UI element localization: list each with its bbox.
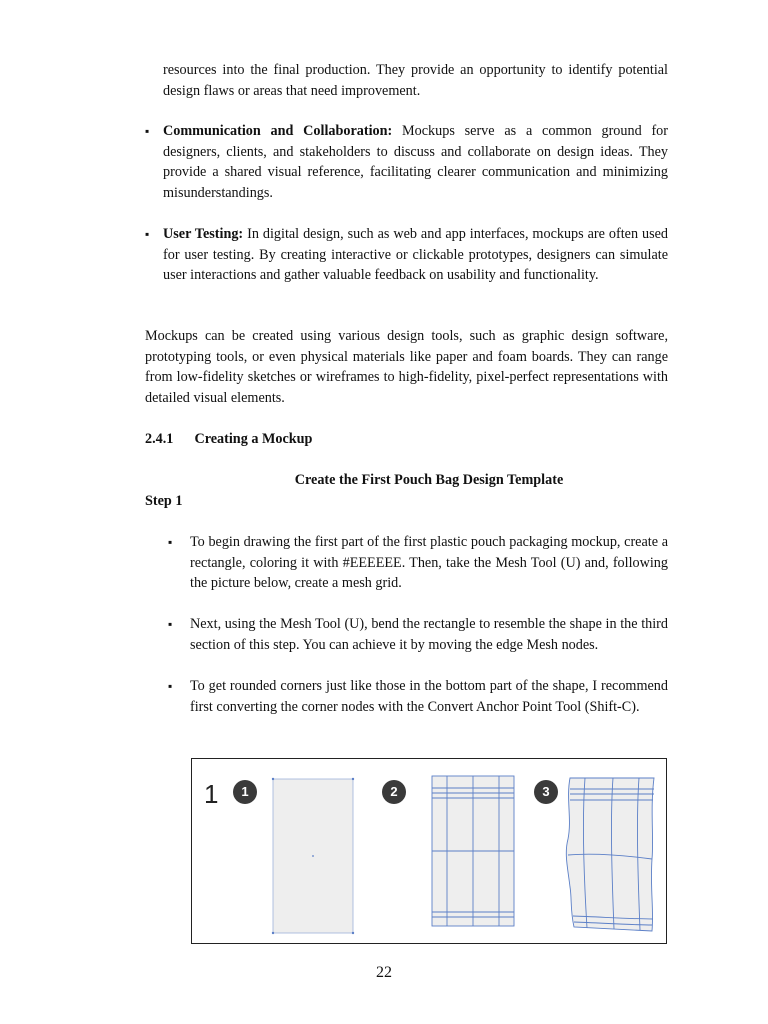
bullet-communication-text (163, 121, 668, 203)
tools-paragraph (145, 326, 668, 408)
continuation-text: resources into the final production. They provide an opportunity to identify potential design flaws or areas that need improvement. (163, 62, 668, 99)
bullet-communication-title: Communication and Collaboration: (163, 123, 393, 139)
step-bullet-2-text: Next, using the Mesh Tool (U), bend the rectangle to resemble the shape in the third section of this step. You can achieve it by moving the edge Mesh nodes. (190, 616, 668, 653)
bullet-marker: ▪ (168, 535, 173, 549)
bullet-marker: ▪ (168, 617, 173, 631)
plain-rectangle-shape (272, 778, 354, 934)
mesh-grid-shape (432, 776, 514, 926)
section-title: Creating a Mockup (194, 431, 313, 447)
bullet-marker: ▪ (145, 227, 150, 241)
step-label: Step 1 (145, 493, 183, 509)
mesh-steps-figure (191, 758, 667, 944)
step-badge-1: 1 (233, 780, 257, 804)
step-bullet-1-text: To begin drawing the first part of the first plastic pouch packaging mockup, create a rectangle, coloring it with #EEEEEE. Then, take the Mesh Tool (U) and, following the picture below, create a mesh grid. (190, 534, 668, 592)
step-badge-2: 2 (382, 780, 406, 804)
figure-label: 1 (204, 779, 219, 809)
bullet-user-testing-title: User Testing: (163, 226, 244, 242)
section-heading (145, 429, 312, 449)
continuation-paragraph (163, 60, 668, 101)
bullet-marker: ▪ (145, 124, 150, 138)
bullet-user-testing-body: In digital design, such as web and app interfaces, mockups are often used for user testing. By creating interactive or clickable prototypes, designers can simulate user interactions and gather valuable feedback on usability and functionality. (163, 226, 668, 284)
page-number: 22 (376, 964, 392, 981)
centered-title: Create the First Pouch Bag Design Template (294, 472, 564, 488)
bullet-user-testing-text (163, 224, 668, 286)
step-badge-3: 3 (534, 780, 558, 804)
section-number: 2.4.1 (145, 431, 174, 447)
tools-paragraph-text: Mockups can be created using various design tools, such as graphic design software, prototyping tools, or even physical materials like paper and foam boards. They can range from low-fidelity sketches or wireframes to high-fidelity, pixel-perfect representations with detailed visual elements. (145, 328, 668, 406)
bullet-communication-body: Mockups serve as a common ground for designers, clients, and stakeholders to discuss and collaborate on design ideas. They provide a shared visual reference, facilitating clearer communication and minimizing misunderstandings. (163, 123, 669, 201)
bent-mesh-shape (566, 778, 654, 931)
mesh-illustration (192, 759, 666, 943)
step-bullet-3-text: To get rounded corners just like those in the bottom part of the shape, I recommend first converting the corner nodes with the Convert Anchor Point Tool (Shift-C). (190, 678, 668, 715)
bullet-marker: ▪ (168, 679, 173, 693)
